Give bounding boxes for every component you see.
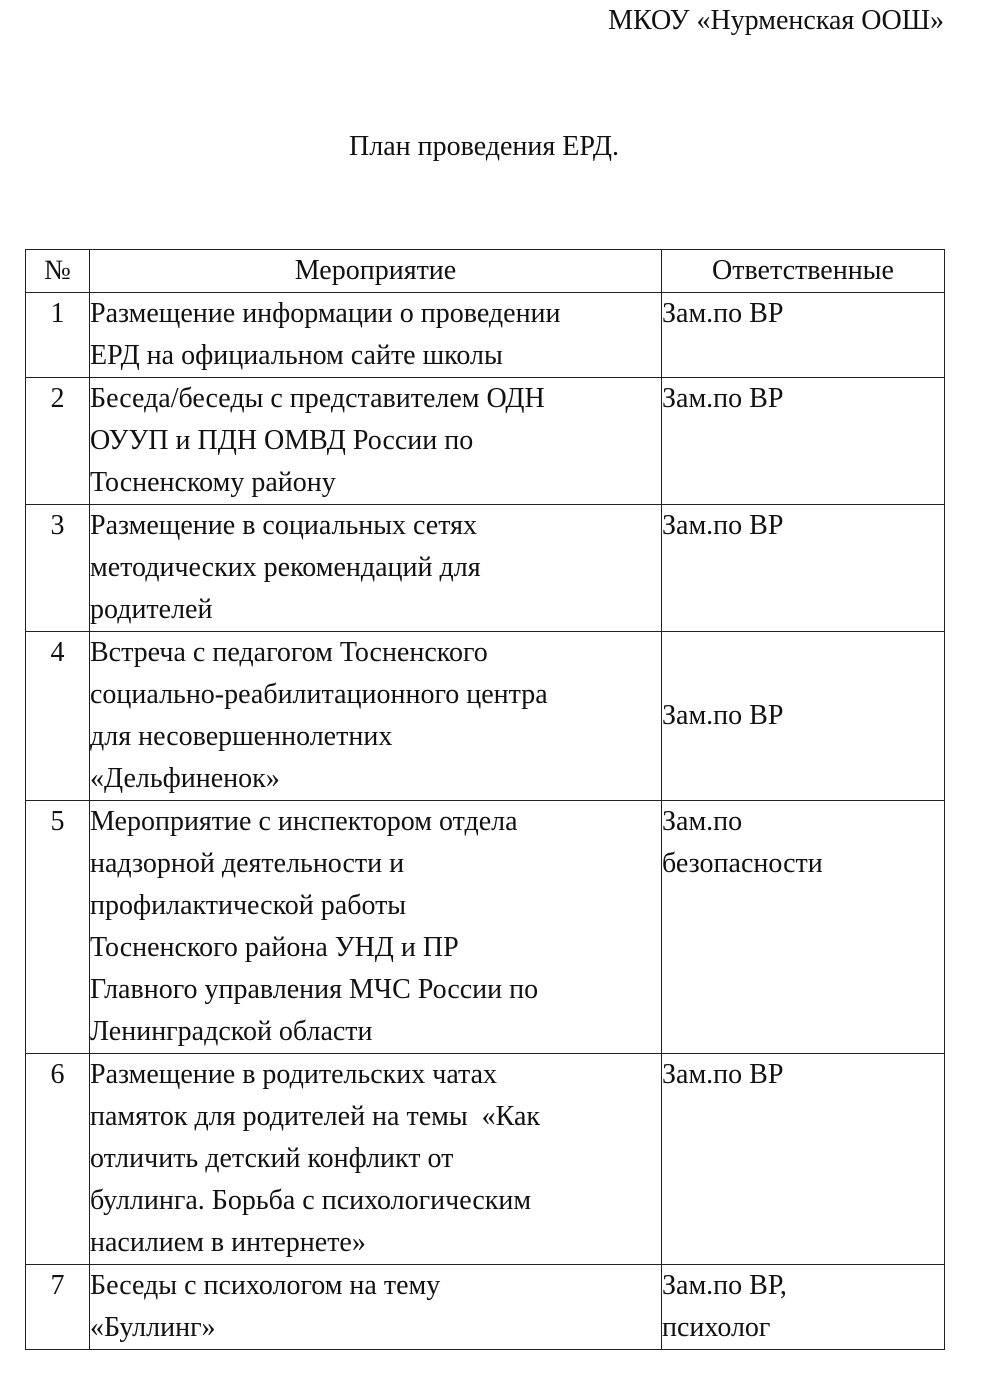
event-line: Ленинградской области xyxy=(90,1016,373,1047)
event-line: Тосненского района УНД и ПР xyxy=(90,932,459,963)
event-line: Главного управления МЧС России по xyxy=(90,974,539,1005)
row-responsible xyxy=(662,293,945,378)
event-line: «Буллинг» xyxy=(90,1312,216,1343)
responsible-line: Зам.по ВР xyxy=(662,510,784,541)
table-header-row xyxy=(26,250,945,293)
event-line: надзорной деятельности и xyxy=(90,848,405,879)
event-line: Размещение в родительских чатах xyxy=(90,1059,498,1090)
event-line: насилием в интернете» xyxy=(90,1227,366,1258)
column-header-responsible: Ответственные xyxy=(662,250,945,293)
column-header-number: № xyxy=(26,250,90,293)
event-line: Размещение информации о проведении xyxy=(90,298,561,329)
responsible-line: Зам.по ВР, xyxy=(662,1270,787,1301)
row-responsible xyxy=(662,505,945,632)
table-row xyxy=(26,505,945,632)
row-number: 4 xyxy=(26,632,90,801)
responsible-line: Зам.по ВР xyxy=(662,298,784,329)
table-row xyxy=(26,378,945,505)
row-event xyxy=(90,378,662,505)
event-line: памяток для родителей на темы «Как xyxy=(90,1101,540,1132)
responsible-line: психолог xyxy=(662,1312,771,1343)
event-line: отличить детский конфликт от xyxy=(90,1143,454,1174)
event-line: «Дельфиненок» xyxy=(90,763,280,794)
event-line: Размещение в социальных сетях xyxy=(90,510,477,541)
event-line: для несовершеннолетних xyxy=(90,721,393,752)
row-number: 7 xyxy=(26,1265,90,1350)
event-line: Встреча с педагогом Тосненского xyxy=(90,637,488,668)
event-line: Беседы с психологом на тему xyxy=(90,1270,441,1301)
row-event xyxy=(90,1054,662,1265)
event-line: Тосненскому району xyxy=(90,467,336,498)
plan-table xyxy=(25,249,945,1350)
table-row xyxy=(26,1265,945,1350)
responsible-line: Зам.по ВР xyxy=(662,1059,784,1090)
table-row xyxy=(26,293,945,378)
event-line: профилактической работы xyxy=(90,890,407,921)
responsible-line: Зам.по xyxy=(662,806,743,837)
event-line: методических рекомендаций для xyxy=(90,552,481,583)
event-line: Беседа/беседы с представителем ОДН xyxy=(90,383,545,414)
row-number: 2 xyxy=(26,378,90,505)
organization-name: МКОУ «Нурменская ООШ» xyxy=(608,5,944,36)
column-header-event: Мероприятие xyxy=(90,250,662,293)
row-event xyxy=(90,505,662,632)
responsible-line: безопасности xyxy=(662,848,823,879)
event-line: буллинга. Борьба с психологическим xyxy=(90,1185,532,1216)
row-event xyxy=(90,1265,662,1350)
row-event xyxy=(90,632,662,801)
table-row xyxy=(26,632,945,801)
row-responsible xyxy=(662,801,945,1054)
row-number: 1 xyxy=(26,293,90,378)
responsible-line: Зам.по ВР xyxy=(662,700,784,731)
row-responsible xyxy=(662,1265,945,1350)
row-number: 6 xyxy=(26,1054,90,1265)
responsible-line: Зам.по ВР xyxy=(662,383,784,414)
table-row xyxy=(26,801,945,1054)
row-number: 3 xyxy=(26,505,90,632)
row-responsible xyxy=(662,378,945,505)
row-number: 5 xyxy=(26,801,90,1054)
row-responsible xyxy=(662,1054,945,1265)
row-event xyxy=(90,801,662,1054)
event-line: ЕРД на официальном сайте школы xyxy=(90,340,503,371)
document-title: План проведения ЕРД. xyxy=(349,131,619,162)
event-line: социально-реабилитационного центра xyxy=(90,679,548,710)
event-line: Мероприятие с инспектором отдела xyxy=(90,806,518,837)
event-line: родителей xyxy=(90,594,213,625)
table-row xyxy=(26,1054,945,1265)
row-responsible xyxy=(662,632,945,801)
row-event xyxy=(90,293,662,378)
event-line: ОУУП и ПДН ОМВД России по xyxy=(90,425,474,456)
